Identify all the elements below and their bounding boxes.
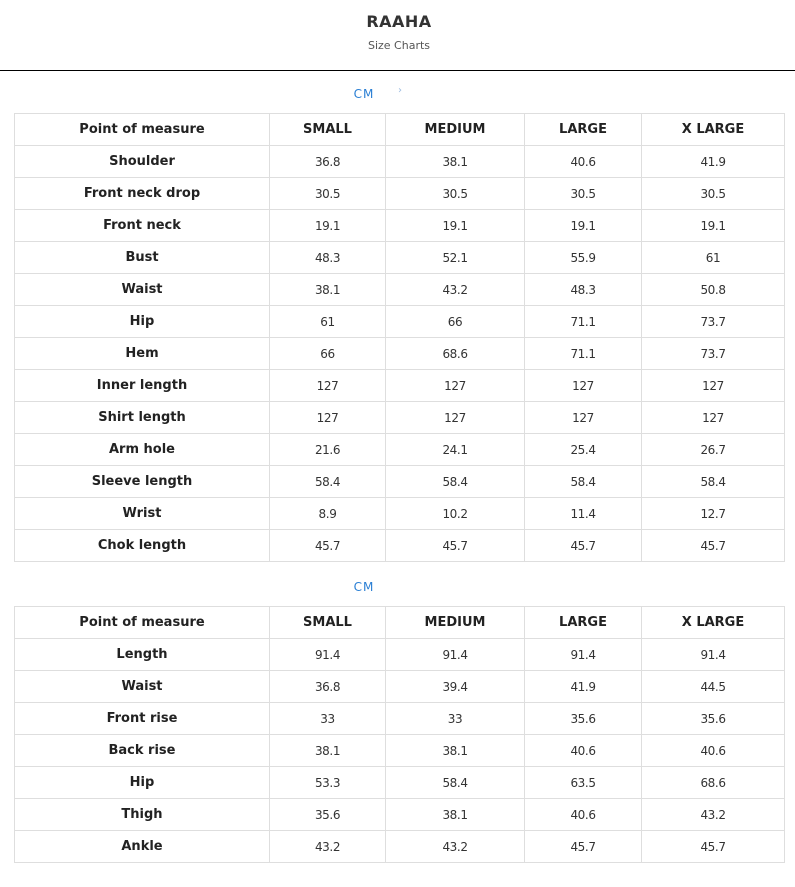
measurement-value-cell: 38.1: [270, 274, 386, 306]
measurement-value-cell: 58.4: [642, 466, 785, 498]
measurement-value-cell: 127: [525, 370, 642, 402]
table-row: [15, 146, 785, 178]
table-row: [15, 338, 785, 370]
measurement-value-cell: 40.6: [525, 735, 642, 767]
measurement-value-cell: 50.8: [642, 274, 785, 306]
table-row: [15, 370, 785, 402]
column-header-size: X LARGE: [642, 607, 785, 639]
measurement-value-cell: 61: [270, 306, 386, 338]
table-row: [15, 306, 785, 338]
chevron-icon: ›: [398, 85, 402, 96]
measurement-value-cell: 40.6: [525, 799, 642, 831]
measurement-value-cell: 73.7: [642, 306, 785, 338]
measurement-value-cell: 52.1: [386, 242, 525, 274]
table-row: [15, 530, 785, 562]
measurement-value-cell: 68.6: [642, 767, 785, 799]
measurement-value-cell: 30.5: [642, 178, 785, 210]
measurement-value-cell: 45.7: [386, 530, 525, 562]
table-row: [15, 210, 785, 242]
column-header-size: MEDIUM: [386, 607, 525, 639]
measurement-value-cell: 127: [386, 402, 525, 434]
measurement-value-cell: 36.8: [270, 146, 386, 178]
table-row: [15, 799, 785, 831]
measure-name-cell: Bust: [15, 242, 270, 274]
measure-name-cell: Sleeve length: [15, 466, 270, 498]
measurement-value-cell: 19.1: [270, 210, 386, 242]
table-row: [15, 242, 785, 274]
measurement-value-cell: 71.1: [525, 338, 642, 370]
measure-name-cell: Shirt length: [15, 402, 270, 434]
measurement-value-cell: 30.5: [270, 178, 386, 210]
measurement-value-cell: 58.4: [386, 767, 525, 799]
measurement-value-cell: 73.7: [642, 338, 785, 370]
measurement-value-cell: 35.6: [270, 799, 386, 831]
measure-name-cell: Front neck drop: [15, 178, 270, 210]
measure-name-cell: Hem: [15, 338, 270, 370]
measurement-value-cell: 71.1: [525, 306, 642, 338]
table-row: [15, 671, 785, 703]
measurement-value-cell: 10.2: [386, 498, 525, 530]
measurement-value-cell: 38.1: [386, 146, 525, 178]
table-header-row: [15, 114, 785, 146]
column-header-size: LARGE: [525, 114, 642, 146]
measure-name-cell: Front neck: [15, 210, 270, 242]
measurement-value-cell: 39.4: [386, 671, 525, 703]
table-row: [15, 402, 785, 434]
table-row: [15, 735, 785, 767]
measurement-value-cell: 40.6: [525, 146, 642, 178]
measure-name-cell: Waist: [15, 671, 270, 703]
measurement-value-cell: 91.4: [270, 639, 386, 671]
measurement-value-cell: 127: [270, 370, 386, 402]
measurement-value-cell: 21.6: [270, 434, 386, 466]
measurement-value-cell: 19.1: [642, 210, 785, 242]
page-title: RAAHA: [366, 12, 432, 31]
page-header: [0, 0, 795, 71]
measure-name-cell: Wrist: [15, 498, 270, 530]
measure-name-cell: Inner length: [15, 370, 270, 402]
measurement-value-cell: 53.3: [270, 767, 386, 799]
measurement-value-cell: 38.1: [386, 799, 525, 831]
measurement-value-cell: 44.5: [642, 671, 785, 703]
measurement-value-cell: 11.4: [525, 498, 642, 530]
measurement-value-cell: 127: [642, 402, 785, 434]
measurement-value-cell: 91.4: [386, 639, 525, 671]
measure-name-cell: Thigh: [15, 799, 270, 831]
table-row: [15, 767, 785, 799]
measurement-value-cell: 33: [386, 703, 525, 735]
page-subtitle: Size Charts: [367, 39, 431, 52]
measurement-value-cell: 45.7: [642, 831, 785, 863]
measurement-value-cell: 19.1: [386, 210, 525, 242]
measure-name-cell: Ankle: [15, 831, 270, 863]
column-header-measure: Point of measure: [15, 114, 270, 146]
measurement-value-cell: 30.5: [386, 178, 525, 210]
measurement-value-cell: 55.9: [525, 242, 642, 274]
measurement-value-cell: 58.4: [270, 466, 386, 498]
measurement-value-cell: 38.1: [270, 735, 386, 767]
measurement-value-cell: 8.9: [270, 498, 386, 530]
measurement-value-cell: 127: [270, 402, 386, 434]
measurement-value-cell: 30.5: [525, 178, 642, 210]
column-header-measure: Point of measure: [15, 607, 270, 639]
measurement-value-cell: 24.1: [386, 434, 525, 466]
measurement-value-cell: 43.2: [270, 831, 386, 863]
measurement-value-cell: 35.6: [642, 703, 785, 735]
measurement-value-cell: 41.9: [642, 146, 785, 178]
measure-name-cell: Chok length: [15, 530, 270, 562]
measurement-value-cell: 91.4: [525, 639, 642, 671]
measurement-value-cell: 40.6: [642, 735, 785, 767]
table-row: [15, 274, 785, 306]
measurement-value-cell: 25.4: [525, 434, 642, 466]
measure-name-cell: Back rise: [15, 735, 270, 767]
measurement-value-cell: 68.6: [386, 338, 525, 370]
measurement-value-cell: 43.2: [386, 274, 525, 306]
measurement-value-cell: 45.7: [525, 530, 642, 562]
measurement-value-cell: 26.7: [642, 434, 785, 466]
measurement-value-cell: 45.7: [525, 831, 642, 863]
measurement-value-cell: 48.3: [270, 242, 386, 274]
column-header-size: SMALL: [270, 607, 386, 639]
measurement-value-cell: 43.2: [386, 831, 525, 863]
column-header-size: LARGE: [525, 607, 642, 639]
table-row: [15, 466, 785, 498]
measurement-value-cell: 35.6: [525, 703, 642, 735]
measurement-value-cell: 61: [642, 242, 785, 274]
measurement-value-cell: 45.7: [270, 530, 386, 562]
table-row: [15, 434, 785, 466]
measurement-value-cell: 19.1: [525, 210, 642, 242]
table-header-row: [15, 607, 785, 639]
measurement-value-cell: 91.4: [642, 639, 785, 671]
table-row: [15, 703, 785, 735]
measure-name-cell: Hip: [15, 767, 270, 799]
measure-name-cell: Front rise: [15, 703, 270, 735]
measurement-value-cell: 43.2: [642, 799, 785, 831]
unit-toggle-bottom[interactable]: CM: [353, 580, 375, 594]
measurement-value-cell: 45.7: [642, 530, 785, 562]
size-table-top: [14, 113, 785, 562]
measurement-value-cell: 48.3: [525, 274, 642, 306]
table-row: [15, 639, 785, 671]
column-header-size: X LARGE: [642, 114, 785, 146]
measurement-value-cell: 33: [270, 703, 386, 735]
measure-name-cell: Length: [15, 639, 270, 671]
measurement-value-cell: 36.8: [270, 671, 386, 703]
measurement-value-cell: 58.4: [386, 466, 525, 498]
measure-name-cell: Hip: [15, 306, 270, 338]
measure-name-cell: Shoulder: [15, 146, 270, 178]
measurement-value-cell: 66: [270, 338, 386, 370]
measure-name-cell: Arm hole: [15, 434, 270, 466]
column-header-size: MEDIUM: [386, 114, 525, 146]
measurement-value-cell: 38.1: [386, 735, 525, 767]
size-table-bottom: [14, 606, 785, 863]
table-row: [15, 498, 785, 530]
unit-toggle-top[interactable]: CM: [353, 87, 375, 101]
column-header-size: SMALL: [270, 114, 386, 146]
measurement-value-cell: 66: [386, 306, 525, 338]
measurement-value-cell: 12.7: [642, 498, 785, 530]
measurement-value-cell: 127: [525, 402, 642, 434]
measure-name-cell: Waist: [15, 274, 270, 306]
measurement-value-cell: 58.4: [525, 466, 642, 498]
table-row: [15, 831, 785, 863]
measurement-value-cell: 127: [642, 370, 785, 402]
measurement-value-cell: 127: [386, 370, 525, 402]
measurement-value-cell: 63.5: [525, 767, 642, 799]
measurement-value-cell: 41.9: [525, 671, 642, 703]
table-row: [15, 178, 785, 210]
